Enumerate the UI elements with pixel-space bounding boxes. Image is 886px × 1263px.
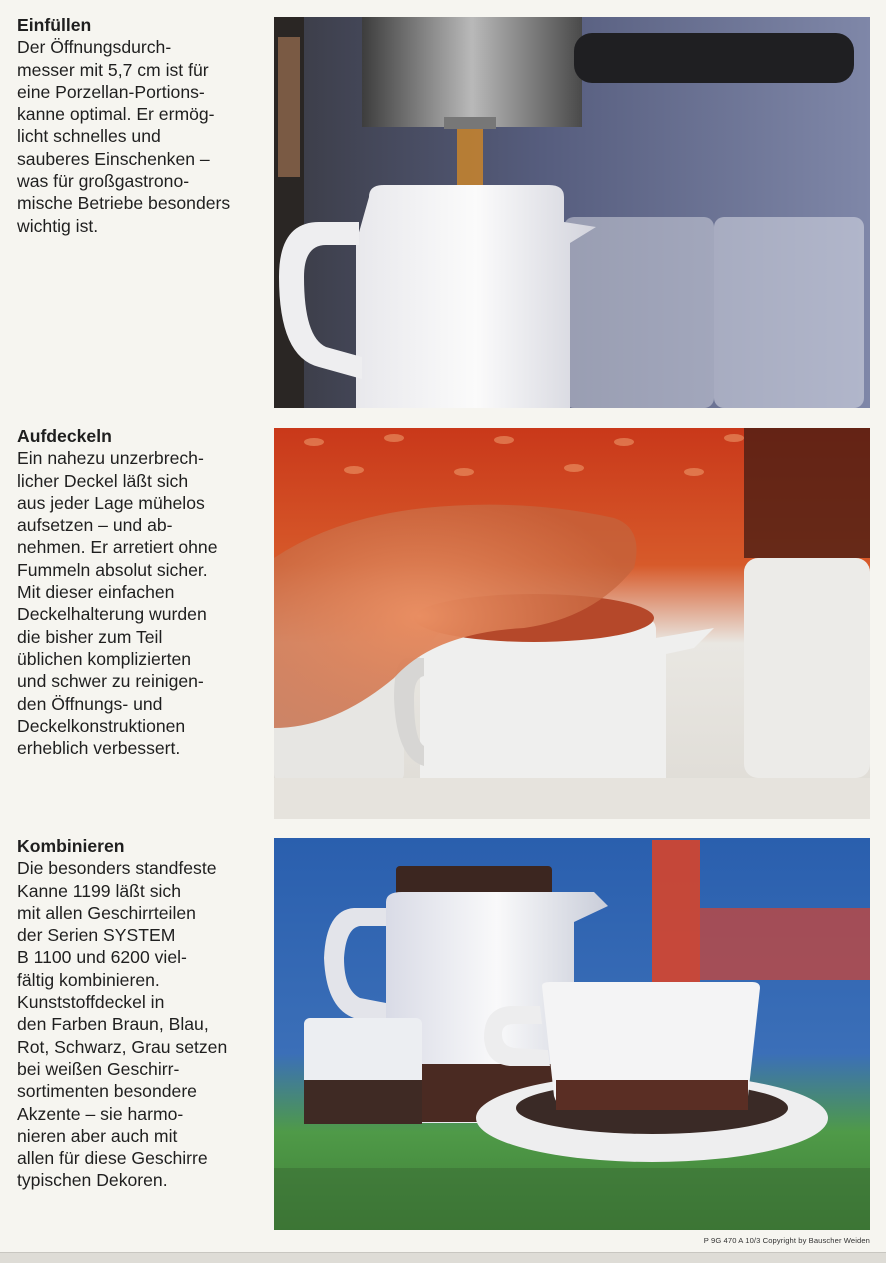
body-line: Fummeln absolut sicher. bbox=[17, 559, 208, 580]
body-line: messer mit 5,7 cm ist für bbox=[17, 59, 209, 80]
body-line: den Öffnungs- und bbox=[17, 693, 163, 714]
section-body bbox=[17, 36, 262, 237]
body-line: Deckelhalterung wurden bbox=[17, 604, 207, 625]
body-line: erheblich verbessert. bbox=[17, 738, 181, 759]
body-line: aus jeder Lage mühelos bbox=[17, 492, 205, 513]
body-line: allen für diese Geschirre bbox=[17, 1148, 208, 1169]
body-line: typischen Dekoren. bbox=[17, 1170, 168, 1191]
section-heading: Aufdeckeln bbox=[17, 426, 112, 446]
body-line: Deckelkonstruktionen bbox=[17, 715, 186, 736]
photo-espresso-filling bbox=[274, 17, 870, 408]
body-line: nieren aber auch mit bbox=[17, 1125, 178, 1146]
body-line: kanne optimal. Er ermög- bbox=[17, 104, 215, 125]
photo-tableware-combination bbox=[274, 838, 870, 1230]
body-line: Die besonders standfeste bbox=[17, 858, 217, 879]
body-line: aufsetzen – und ab- bbox=[17, 515, 173, 536]
body-line: sortimenten besondere bbox=[17, 1081, 197, 1102]
body-line: und schwer zu reinigen- bbox=[17, 671, 204, 692]
body-line: nehmen. Er arretiert ohne bbox=[17, 537, 218, 558]
page-bottom-edge bbox=[0, 1252, 886, 1263]
body-line: Mit dieser einfachen bbox=[17, 582, 175, 603]
body-line: eine Porzellan-Portions- bbox=[17, 81, 205, 102]
body-line: licht schnelles und bbox=[17, 126, 161, 147]
section-heading: Einfüllen bbox=[17, 15, 92, 35]
section-body bbox=[17, 447, 262, 759]
body-line: Kanne 1199 läßt sich bbox=[17, 880, 181, 901]
body-line: mische Betriebe besonders bbox=[17, 193, 231, 214]
body-line: Rot, Schwarz, Grau setzen bbox=[17, 1036, 228, 1057]
espresso-machine-illustration bbox=[274, 17, 870, 408]
body-line: üblichen komplizierten bbox=[17, 648, 192, 669]
body-line: bei weißen Geschirr- bbox=[17, 1058, 180, 1079]
body-line: Der Öffnungsdurch- bbox=[17, 37, 172, 58]
body-line: die bisher zum Teil bbox=[17, 626, 163, 647]
section-einfuellen bbox=[17, 14, 262, 237]
body-line: wichtig ist. bbox=[17, 215, 99, 236]
body-line: B 1100 und 6200 viel- bbox=[17, 947, 187, 968]
section-aufdeckeln bbox=[17, 425, 262, 759]
body-line: fältig kombinieren. bbox=[17, 969, 160, 990]
photo-hand-placing-lid bbox=[274, 428, 870, 819]
body-line: sauberes Einschenken – bbox=[17, 148, 210, 169]
lid-scene-illustration bbox=[274, 428, 870, 819]
copyright-footer: P 9G 470 A 10/3 Copyright by Bauscher Weiden bbox=[703, 1236, 870, 1245]
body-line: Kunststoffdeckel in bbox=[17, 992, 165, 1013]
section-kombinieren bbox=[17, 835, 262, 1192]
body-line: den Farben Braun, Blau, bbox=[17, 1014, 209, 1035]
body-line: Ein nahezu unzerbrech- bbox=[17, 448, 204, 469]
body-line: mit allen Geschirrteilen bbox=[17, 902, 196, 923]
section-body bbox=[17, 857, 262, 1191]
body-line: licher Deckel läßt sich bbox=[17, 470, 189, 491]
section-heading: Kombinieren bbox=[17, 836, 125, 856]
body-line: Akzente – sie harmo- bbox=[17, 1103, 184, 1124]
body-line: was für großgastrono- bbox=[17, 171, 190, 192]
tableware-illustration bbox=[274, 838, 870, 1230]
body-line: der Serien SYSTEM bbox=[17, 925, 176, 946]
